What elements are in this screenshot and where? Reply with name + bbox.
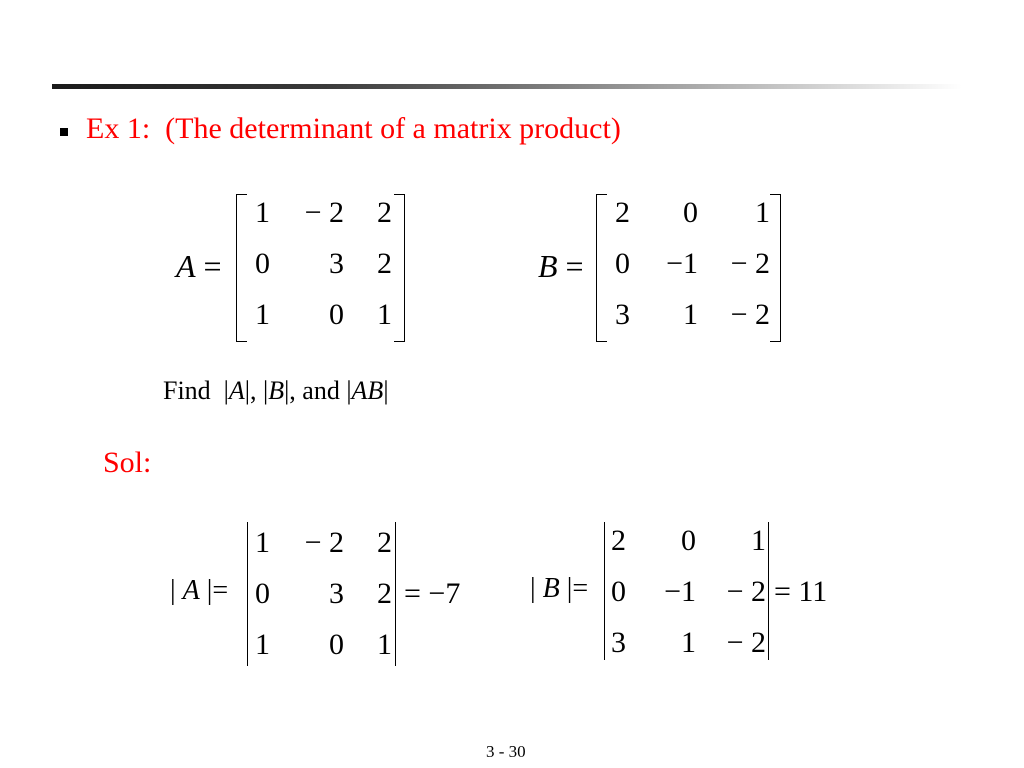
matrixA-cell-r3c2: 0 — [329, 298, 344, 331]
detB-cell-r3c3: − 2 — [726, 626, 766, 659]
detB-cell-r3c2: 1 — [681, 626, 696, 659]
detB-cell-r1c2: 0 — [681, 524, 696, 557]
matrixA-cell-r2c1: 0 — [255, 247, 270, 280]
solution-label: Sol: — [103, 446, 152, 479]
detA-cell-r2c2: 3 — [329, 577, 344, 610]
matrixA-cell-r2c2: 3 — [329, 247, 344, 280]
detA-cell-r1c3: 2 — [377, 526, 392, 559]
matrixA-cell-r1c3: 2 — [377, 196, 392, 229]
page-number: 3 - 30 — [486, 742, 526, 761]
matrixA-cell-r1c2: − 2 — [304, 196, 344, 229]
detB-cell-r1c3: 1 — [751, 524, 766, 557]
detB-cell-r3c1: 3 — [611, 626, 626, 659]
detA-cell-r1c2: − 2 — [304, 526, 344, 559]
slide-title: Ex 1: (The determinant of a matrix product) — [86, 112, 621, 145]
matrixA-cell-r1c1: 1 — [255, 196, 270, 229]
detB-cell-r2c2: −1 — [664, 575, 696, 608]
matrixB-cell-r1c1: 2 — [615, 196, 630, 229]
detA-cell-r3c1: 1 — [255, 628, 270, 661]
det-b-result: = 11 — [774, 575, 828, 608]
det-a-label: | A |= — [170, 575, 229, 606]
detA-cell-r2c3: 2 — [377, 577, 392, 610]
detB-cell-r2c1: 0 — [611, 575, 626, 608]
matrix-a-right-bracket — [394, 194, 405, 342]
matrixB-cell-r2c3: − 2 — [730, 247, 770, 280]
matrix-b-right-bracket — [770, 194, 781, 342]
matrixB-cell-r3c1: 3 — [615, 298, 630, 331]
header-rule — [52, 84, 962, 89]
detB-cell-r1c1: 2 — [611, 524, 626, 557]
det-a-result: = −7 — [404, 577, 461, 610]
matrixB-cell-r1c2: 0 — [683, 196, 698, 229]
find-statement: Find |A|, |B|, and |AB| — [163, 376, 389, 405]
detB-cell-r2c3: − 2 — [726, 575, 766, 608]
detA-cell-r3c3: 1 — [377, 628, 392, 661]
detA-cell-r2c1: 0 — [255, 577, 270, 610]
matrixA-cell-r3c3: 1 — [377, 298, 392, 331]
matrixA-cell-r2c3: 2 — [377, 247, 392, 280]
matrixB-cell-r3c2: 1 — [683, 298, 698, 331]
det-a-right-bar — [395, 522, 396, 666]
bullet-square-icon — [60, 128, 68, 136]
matrixB-cell-r2c2: −1 — [666, 247, 698, 280]
matrixA-cell-r3c1: 1 — [255, 298, 270, 331]
det-b-label: | B |= — [530, 573, 589, 604]
detA-cell-r1c1: 1 — [255, 526, 270, 559]
matrixB-cell-r3c3: − 2 — [730, 298, 770, 331]
detA-cell-r3c2: 0 — [329, 628, 344, 661]
matrixB-cell-r2c1: 0 — [615, 247, 630, 280]
det-b-right-bar — [768, 522, 769, 660]
matrix-b-label: B = — [538, 248, 584, 284]
matrixB-cell-r1c3: 1 — [755, 196, 770, 229]
matrix-a-label: A = — [176, 248, 222, 284]
